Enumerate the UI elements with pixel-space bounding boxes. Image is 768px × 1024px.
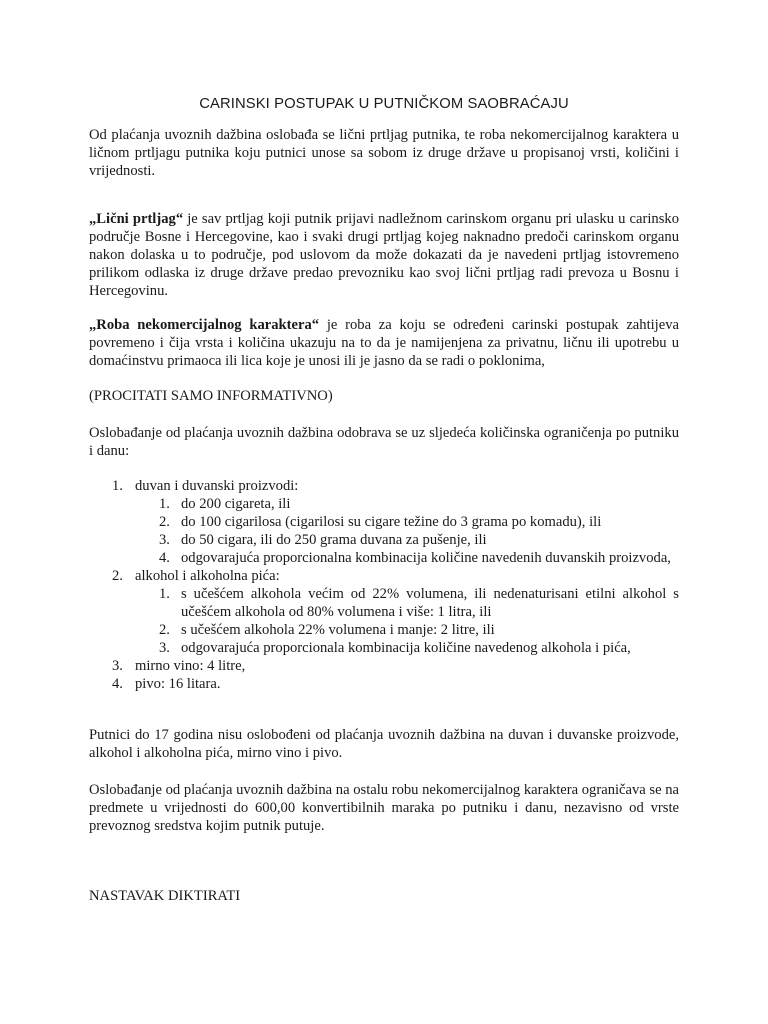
intro-paragraph: Od plaćanja uvoznih dažbina oslobađa se lični prtljag putnika, te roba nekomercijalnog karaktera u ličnom prtljagu putnika koju putnici unose sa sobom iz druge države u propisanoj vrsti, količini i vrijednosti.: [89, 127, 679, 179]
sub-list-number: 2.: [159, 514, 170, 530]
list-number: 2.: [112, 568, 123, 584]
sub-list-number: 3.: [159, 532, 170, 548]
sub-list-item-text: odgovarajuća proporcionala kombinacija količine navedenog alkohola i pića,: [181, 640, 631, 656]
licni-prtljag-paragraph: [89, 210, 679, 300]
sub-list-item-text: s učešćem alkohola većim od 22% volumena, ili nedenaturisani etilni alkohol s učešćem alkohola od 80% volumena i više: 1 litra, ili: [181, 586, 679, 620]
sub-list-number: 1.: [159, 586, 170, 602]
sub-list-item-text: do 50 cigara, ili do 250 grama duvana za pušenje, ili: [181, 532, 487, 548]
list-number: 1.: [112, 478, 123, 494]
sub-list-number: 1.: [159, 496, 170, 512]
list-number: 3.: [112, 658, 123, 674]
list-item: [89, 477, 679, 495]
sub-list-item-text: s učešćem alkohola 22% volumena i manje: 2 litre, ili: [181, 622, 495, 638]
limits-list: [89, 477, 679, 693]
limits-intro-paragraph: Oslobađanje od plaćanja uvoznih dažbina odobrava se uz sljedeća količinska ograničenja po putniku i danu:: [89, 425, 679, 459]
list-item-text: duvan i duvanski proizvodi:: [135, 478, 299, 494]
sub-list-item: [89, 531, 679, 549]
licni-prtljag-term: „Lični prtljag“: [89, 211, 184, 227]
sub-list-item: [89, 621, 679, 639]
sub-list-item-text: do 200 cigareta, ili: [181, 496, 291, 512]
document-title: CARINSKI POSTUPAK U PUTNIČKOM SAOBRAĆAJU: [199, 96, 569, 112]
roba-term: „Roba nekomercijalnog karaktera“: [89, 317, 320, 333]
sub-list-number: 2.: [159, 622, 170, 638]
sub-list-item: [89, 495, 679, 513]
list-item-text: mirno vino: 4 litre,: [135, 658, 246, 674]
list-item-text: alkohol i alkoholna pića:: [135, 568, 280, 584]
informative-note: (PROCITATI SAMO INFORMATIVNO): [89, 388, 333, 404]
roba-text: je roba za koju se određeni carinski postupak zahtijeva povremeno i čija vrsta i količina ukazuju na to da je namijenjena za privatnu, ličnu ili upotrebu u domaćinstvu primaoca ili lica koje je unosi ili je jasno da se radi o poklonima,: [89, 317, 679, 369]
sub-list-item: [89, 549, 679, 567]
list-item: [89, 567, 679, 585]
footer-note: NASTAVAK DIKTIRATI: [89, 888, 241, 904]
list-item: [89, 657, 679, 675]
list-item-text: pivo: 16 litara.: [135, 676, 221, 692]
sub-list-number: 3.: [159, 640, 170, 656]
sub-list-number: 4.: [159, 550, 170, 566]
sub-list-item-text: odgovarajuća proporcionalna kombinacija količine navedenih duvanskih proizvoda,: [181, 550, 671, 566]
sub-list-item-text: do 100 cigarilosa (cigarilosi su cigare težine do 3 grama po komadu), ili: [181, 514, 602, 530]
sub-list-item: [89, 639, 679, 657]
list-number: 4.: [112, 676, 123, 692]
other-goods-paragraph: Oslobađanje od plaćanja uvoznih dažbina na ostalu robu nekomercijalnog karaktera ograničava se na predmete u vrijednosti do 600,00 konvertibilnih maraka po putniku i danu, nezavisno od vrste prevoznog sredstva kojim putnik putuje.: [89, 782, 679, 834]
list-item: [89, 675, 679, 693]
sub-list-item: [89, 585, 679, 621]
roba-paragraph: [89, 316, 679, 370]
licni-prtljag-text: je sav prtljag koji putnik prijavi nadležnom carinskom organu pri ulasku u carinsko područje Bosne i Hercegovine, kao i svaki drugi prtljag kojeg naknadno predoči carinskom organu nakon dolaska u to područje, pod uslovom da može dokazati da je navedeni prtljag istovremeno prilikom odlaska iz druge države predao prevozniku kao svoj lični prtljag radi prevoza u Bosnu i Hercegovinu.: [89, 211, 679, 299]
minors-paragraph: Putnici do 17 godina nisu oslobođeni od plaćanja uvoznih dažbina na duvan i duvanske proizvode, alkohol i alkoholna pića, mirno vino i pivo.: [89, 727, 679, 761]
sub-list-item: [89, 513, 679, 531]
